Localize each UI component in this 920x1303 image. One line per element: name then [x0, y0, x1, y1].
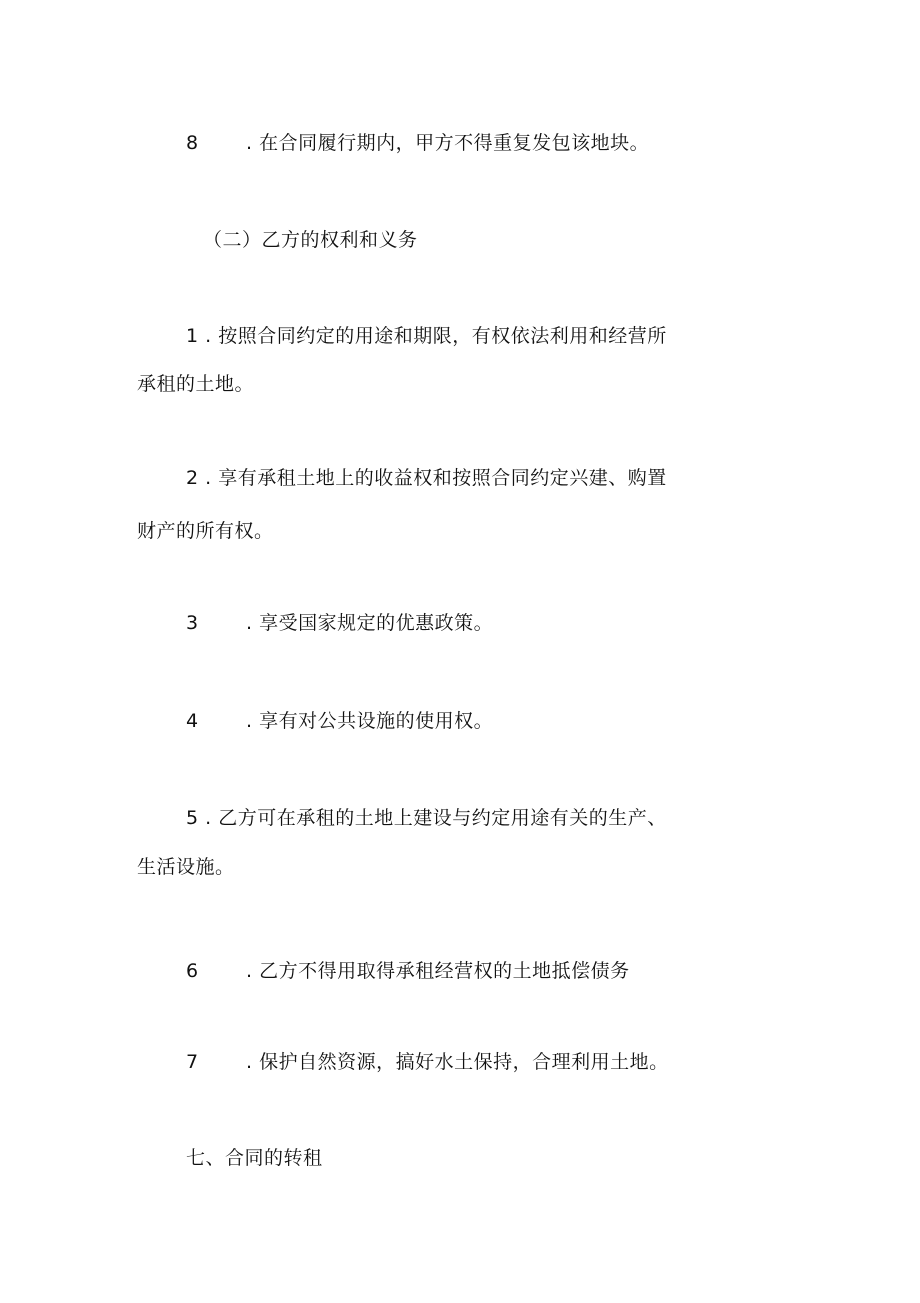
clause-5-line-2: 生活设施。 [137, 856, 235, 878]
clause-number-4: 4 [186, 710, 199, 732]
clause-1-line-1: 1 . 按照合同约定的用途和期限，有权依法利用和经营所 [186, 325, 667, 347]
clause-text-3: . 享受国家规定的优惠政策。 [246, 612, 494, 634]
clause-text-8: . 在合同履行期内，甲方不得重复发包该地块。 [246, 132, 650, 154]
clause-text-6: . 乙方不得用取得承租经营权的土地抵偿债务 [246, 960, 630, 982]
clause-5-line-1: 5 . 乙方可在承租的土地上建设与约定用途有关的生产、 [186, 807, 667, 829]
clause-2-line-2: 财产的所有权。 [137, 520, 274, 542]
clause-text-7: . 保护自然资源，搞好水土保持，合理利用土地。 [246, 1051, 669, 1073]
clause-number-3: 3 [186, 612, 199, 634]
clause-2-line-1: 2 . 享有承租土地上的收益权和按照合同约定兴建、购置 [186, 467, 667, 489]
section-heading-party-b: （二）乙方的权利和义务 [203, 229, 418, 251]
clause-number-7: 7 [186, 1051, 199, 1073]
section-heading-sublease: 七、合同的转租 [186, 1147, 323, 1169]
clause-1-line-2: 承租的土地。 [137, 373, 255, 395]
clause-number-8: 8 [186, 132, 199, 154]
clause-number-6: 6 [186, 960, 199, 982]
clause-text-4: . 享有对公共设施的使用权。 [246, 710, 494, 732]
